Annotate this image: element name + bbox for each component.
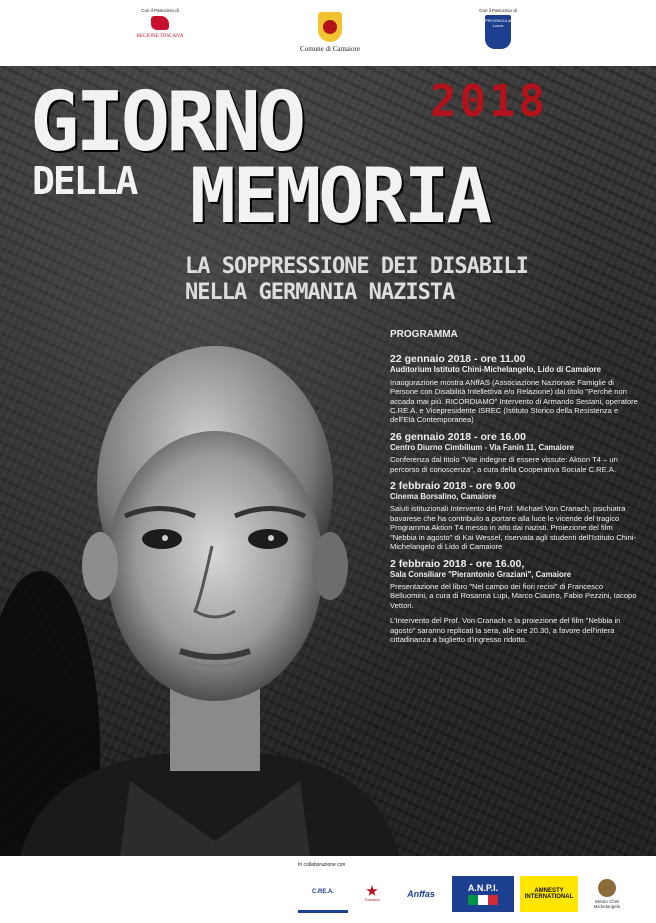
- provincia-lucca-logo: [468, 8, 528, 49]
- provincia-name: PROVINCIA di Lucca: [485, 18, 512, 28]
- title-giorno: GIORNO: [30, 75, 303, 170]
- crest-icon: [318, 12, 342, 42]
- provincia-shield-icon: [485, 15, 511, 49]
- anpi-name: A.N.P.I.: [467, 882, 499, 893]
- event-place: Cinema Borsalino, Camaiore: [390, 492, 497, 502]
- comune-name: Comune di Camaiore: [300, 45, 360, 53]
- event-date: 2 febbraio 2018 - ore 16.00,: [390, 557, 525, 570]
- header-logos: [0, 0, 656, 66]
- child-portrait-illustration: [0, 311, 400, 856]
- school-emblem-icon: [598, 879, 616, 897]
- region-name: REGIONE TOSCANA: [136, 34, 184, 39]
- comune-camaiore-logo: [290, 12, 370, 53]
- program-title: PROGRAMMA: [390, 329, 458, 340]
- regione-toscana-logo: [135, 8, 185, 40]
- event-date: 2 febbraio 2018 - ore 9.00: [390, 480, 516, 493]
- title-della: DELLA: [32, 159, 137, 203]
- footer-partners: [0, 856, 656, 923]
- chini-michelangelo-logo: [584, 876, 630, 912]
- event-item: [390, 353, 640, 424]
- region-patronage-caption: Con il Patrocinio di: [141, 8, 179, 13]
- event-item: [390, 480, 640, 551]
- partner-logos: [298, 874, 630, 913]
- title-memoria: MEMORIA: [190, 151, 490, 240]
- event-place: Auditorium Istituto Chini-Michelangelo, Lido di Camaiore: [390, 365, 601, 375]
- event-date: 22 gennaio 2018 - ore 11.00: [390, 353, 526, 366]
- anpi-logo: [452, 876, 514, 912]
- crea-name: C.RE.A.: [311, 889, 334, 895]
- event-description: Inaugurazione mostra ANffAS (Associazione Nazionale Famiglie di Persone con Disabilità Intellettiva e/o Relazione) dal titolo "Perché non accada mai più. RICORDIAMO" Intervento di Armando Sestani, operatore C.RE.A. e Vicepresidente ISREC (Istituto Storico della Resistenza e dell'Età Contemporanea): [390, 377, 638, 425]
- subtitle-line-2: NELLA GERMANIA NAZISTA: [185, 280, 455, 305]
- program-section: [390, 330, 640, 644]
- italian-flag-icon: [468, 895, 498, 905]
- event-item: [390, 558, 640, 611]
- star-icon: [366, 885, 378, 897]
- chini-name: Istituto Chini Michelangelo: [593, 898, 621, 909]
- anffas-logo: [396, 876, 446, 912]
- event-item: [390, 431, 640, 474]
- event-description: Saluti istituzionali Intervento del Prof. Michael Von Cranach, psichiatra bavarese che ha contribuito a portare alla luce le vicende del tragico Programma Aktion T4 messo in atto dai nazisti. Proiezione del film "Nebbia in agosto" di Kai Wessel, riservata agli studenti dell'Istituto Chini-Michelangelo di Lido di Camaiore: [390, 504, 637, 552]
- event-date: 26 gennaio 2018 - ore 16.00: [390, 430, 526, 443]
- closing-note: L'Intervento del Prof. Von Cranach e la proiezione del film "Nebbia in agosto" saranno replicati la sera, alle ore 20.30, a favore dell'intera cittadinanza a biglietto d'ingresso ridotto.: [390, 616, 621, 644]
- unione-name: Toscana: [364, 897, 380, 902]
- event-place: Centro Diurno Cimbilium - Via Fanin 11, Camaiore: [390, 442, 574, 452]
- child-portrait: [0, 311, 400, 856]
- crea-logo: [298, 874, 348, 913]
- dark-poster-area: [0, 66, 656, 856]
- collaboration-caption: In collaborazione con: [298, 862, 346, 868]
- amnesty-logo: [520, 876, 578, 912]
- amnesty-name: AMNESTY INTERNATIONAL: [524, 887, 574, 900]
- subtitle-line-1: LA SOPPRESSIONE DEI DISABILI: [185, 254, 528, 279]
- anffas-name: Anffas: [407, 888, 435, 899]
- title-year: 2018: [430, 76, 548, 127]
- provincia-patronage-caption: Con il Patrocinio di: [479, 8, 517, 13]
- event-description: Presentazione del libro "Nel campo dei fiori recisi" di Francesco Belluomini, a cura di Rosanna Lupi, Marco Ciaurro, Fabio Pezzini, Iacopo Vettori.: [390, 581, 637, 610]
- unione-logo: [354, 876, 390, 912]
- event-description: Conferenza dal titolo "Vite indegne di essere vissute: Aktion T4 – un percorso di conoscenza", a cura della Cooperativa Sociale C.RE.A.: [390, 455, 618, 474]
- event-place: Sala Consiliare "Pierantonio Graziani", Camaiore: [390, 569, 572, 579]
- pegasus-icon: [146, 16, 174, 34]
